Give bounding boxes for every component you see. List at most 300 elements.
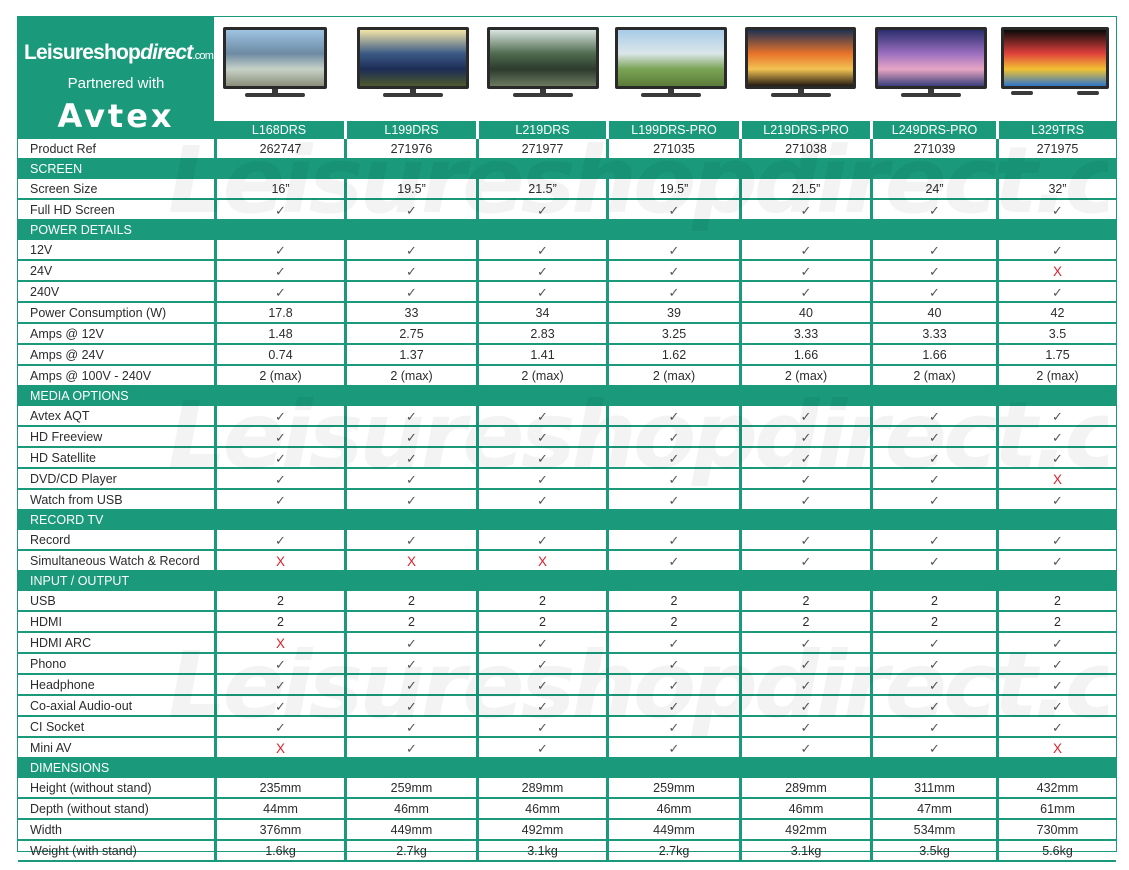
section-title: MEDIA OPTIONS <box>30 389 129 403</box>
spec-value: 2.7kg <box>606 841 739 862</box>
check-mark-icon: ✓ <box>476 675 606 696</box>
check-mark-icon: ✓ <box>214 282 344 303</box>
table-row <box>18 406 1116 427</box>
check-mark-icon: ✓ <box>606 240 739 261</box>
spec-value: 44mm <box>214 799 344 820</box>
spec-value: 271977 <box>476 139 606 160</box>
check-mark-icon: ✓ <box>214 406 344 427</box>
row-divider <box>18 860 1116 862</box>
spec-value: 271976 <box>344 139 476 160</box>
check-mark-icon: ✓ <box>344 427 476 448</box>
spec-value: 42 <box>996 303 1116 324</box>
table-row <box>18 469 1116 490</box>
check-mark-icon: ✓ <box>739 261 870 282</box>
section-header-row <box>18 572 1116 591</box>
check-mark-icon: ✓ <box>870 490 996 511</box>
spec-value: 2 <box>214 612 344 633</box>
spec-value: 34 <box>476 303 606 324</box>
spec-value: 61mm <box>996 799 1116 820</box>
check-mark-icon: ✓ <box>739 654 870 675</box>
spec-value: 432mm <box>996 778 1116 799</box>
model-name-row <box>214 121 1116 139</box>
spec-value: 46mm <box>476 799 606 820</box>
row-label: 24V <box>30 264 53 278</box>
spec-value: 271038 <box>739 139 870 160</box>
table-row <box>18 345 1116 366</box>
tv-screen <box>223 27 327 89</box>
spec-value: 1.62 <box>606 345 739 366</box>
check-mark-icon: ✓ <box>739 633 870 654</box>
section-header-row <box>18 511 1116 530</box>
check-mark-icon: ✓ <box>214 427 344 448</box>
spec-value: 259mm <box>606 778 739 799</box>
row-label: Amps @ 24V <box>30 348 104 362</box>
row-label: CI Socket <box>30 720 85 734</box>
spec-value: 39 <box>606 303 739 324</box>
check-mark-icon: ✓ <box>870 261 996 282</box>
spec-value: 2.83 <box>476 324 606 345</box>
model-name: L199DRS-PRO <box>606 121 739 139</box>
check-mark-icon: ✓ <box>476 696 606 717</box>
check-mark-icon: ✓ <box>476 427 606 448</box>
spec-value: 2 <box>870 591 996 612</box>
check-mark-icon: ✓ <box>214 200 344 221</box>
row-label: Watch from USB <box>30 493 123 507</box>
row-label: Avtex AQT <box>30 409 90 423</box>
table-row <box>18 696 1116 717</box>
check-mark-icon: ✓ <box>476 282 606 303</box>
spec-value: 262747 <box>214 139 344 160</box>
row-label: HDMI <box>30 615 62 629</box>
check-mark-icon: ✓ <box>476 717 606 738</box>
check-mark-icon: ✓ <box>476 240 606 261</box>
leisureshop-logo: Leisureshopdirect.com <box>24 41 214 64</box>
spec-value: 271975 <box>996 139 1116 160</box>
spec-value: 2 <box>870 612 996 633</box>
spec-value: 2 (max) <box>606 366 739 387</box>
spec-value: 492mm <box>476 820 606 841</box>
spec-value: 3.33 <box>870 324 996 345</box>
table-row <box>18 675 1116 696</box>
table-row <box>18 282 1116 303</box>
check-mark-icon: ✓ <box>870 427 996 448</box>
check-mark-icon: ✓ <box>996 240 1116 261</box>
avtex-logo: Avtex <box>57 97 175 135</box>
check-mark-icon: ✓ <box>996 200 1116 221</box>
check-mark-icon: ✓ <box>739 240 870 261</box>
check-mark-icon: ✓ <box>870 551 996 572</box>
check-mark-icon: ✓ <box>870 738 996 759</box>
row-label: Full HD Screen <box>30 203 115 217</box>
check-mark-icon: ✓ <box>476 654 606 675</box>
check-mark-icon: ✓ <box>476 200 606 221</box>
check-mark-icon: ✓ <box>476 261 606 282</box>
spec-value: 449mm <box>344 820 476 841</box>
model-name: L219DRS <box>476 121 606 139</box>
brand-panel <box>18 17 214 139</box>
check-mark-icon: ✓ <box>996 490 1116 511</box>
comparison-sheet <box>17 16 1117 858</box>
row-label: Screen Size <box>30 182 98 196</box>
spec-value: 2 <box>996 591 1116 612</box>
table-row <box>18 633 1116 654</box>
check-mark-icon: ✓ <box>606 738 739 759</box>
table-row <box>18 324 1116 345</box>
spec-value: 1.41 <box>476 345 606 366</box>
table-row <box>18 200 1116 221</box>
tv-image-l249drs-pro <box>875 27 987 101</box>
tv-image-l199drs-pro <box>615 27 727 101</box>
check-mark-icon: ✓ <box>606 200 739 221</box>
cross-mark-icon: X <box>214 633 344 654</box>
table-row <box>18 654 1116 675</box>
spec-value: 449mm <box>606 820 739 841</box>
check-mark-icon: ✓ <box>344 696 476 717</box>
check-mark-icon: ✓ <box>996 530 1116 551</box>
check-mark-icon: ✓ <box>739 282 870 303</box>
check-mark-icon: ✓ <box>344 675 476 696</box>
table-row <box>18 820 1116 841</box>
table-row <box>18 179 1116 200</box>
check-mark-icon: ✓ <box>739 406 870 427</box>
model-name: L168DRS <box>251 123 307 137</box>
section-title: INPUT / OUTPUT <box>30 574 130 588</box>
spec-value: 5.6kg <box>996 841 1116 862</box>
model-name: L219DRS-PRO <box>739 121 870 139</box>
check-mark-icon: ✓ <box>344 738 476 759</box>
spec-value: 2 (max) <box>476 366 606 387</box>
check-mark-icon: ✓ <box>606 551 739 572</box>
spec-value: 3.1kg <box>739 841 870 862</box>
check-mark-icon: ✓ <box>344 261 476 282</box>
cross-mark-icon: X <box>996 261 1116 282</box>
tv-screen <box>487 27 599 89</box>
check-mark-icon: ✓ <box>344 490 476 511</box>
table-row <box>18 612 1116 633</box>
spec-value: 376mm <box>214 820 344 841</box>
row-label: HD Freeview <box>30 430 103 444</box>
check-mark-icon: ✓ <box>870 200 996 221</box>
check-mark-icon: ✓ <box>606 633 739 654</box>
check-mark-icon: ✓ <box>739 530 870 551</box>
table-row <box>18 448 1116 469</box>
check-mark-icon: ✓ <box>870 696 996 717</box>
row-label: Weight (with stand) <box>30 844 137 858</box>
check-mark-icon: ✓ <box>476 738 606 759</box>
spec-value: 1.48 <box>214 324 344 345</box>
check-mark-icon: ✓ <box>214 717 344 738</box>
check-mark-icon: ✓ <box>344 469 476 490</box>
check-mark-icon: ✓ <box>214 448 344 469</box>
spec-value: 0.74 <box>214 345 344 366</box>
spec-value: 1.6kg <box>214 841 344 862</box>
spec-value: 2 (max) <box>996 366 1116 387</box>
spec-value: 235mm <box>214 778 344 799</box>
section-header-row <box>18 387 1116 406</box>
section-header-row <box>18 160 1116 179</box>
check-mark-icon: ✓ <box>214 675 344 696</box>
spec-value: 271039 <box>870 139 996 160</box>
check-mark-icon: ✓ <box>870 633 996 654</box>
model-name: L329TRS <box>996 121 1116 139</box>
row-label: Amps @ 100V - 240V <box>30 369 152 383</box>
section-header-row <box>18 759 1116 778</box>
check-mark-icon: ✓ <box>476 406 606 427</box>
check-mark-icon: ✓ <box>739 675 870 696</box>
spec-value: 33 <box>344 303 476 324</box>
spec-value: 2 <box>739 612 870 633</box>
spec-value: 21.5” <box>476 179 606 200</box>
row-label: Mini AV <box>30 741 72 755</box>
tv-image-l199drs <box>357 27 469 101</box>
spec-value: 2 <box>996 612 1116 633</box>
check-mark-icon: ✓ <box>870 717 996 738</box>
row-label: Product Ref <box>30 142 97 156</box>
check-mark-icon: ✓ <box>870 469 996 490</box>
check-mark-icon: ✓ <box>476 469 606 490</box>
model-name: L199DRS <box>344 121 476 139</box>
section-title: RECORD TV <box>30 513 104 527</box>
tv-screen <box>1001 27 1109 89</box>
section-title: SCREEN <box>30 162 83 176</box>
check-mark-icon: ✓ <box>606 448 739 469</box>
spec-value: 47mm <box>870 799 996 820</box>
row-label: Depth (without stand) <box>30 802 149 816</box>
spec-value: 32” <box>996 179 1116 200</box>
check-mark-icon: ✓ <box>996 427 1116 448</box>
row-label: Amps @ 12V <box>30 327 104 341</box>
row-label: Phono <box>30 657 67 671</box>
check-mark-icon: ✓ <box>996 696 1116 717</box>
tv-stand-base <box>771 93 831 97</box>
check-mark-icon: ✓ <box>870 530 996 551</box>
spec-value: 2 <box>476 612 606 633</box>
table-row <box>18 738 1116 759</box>
check-mark-icon: ✓ <box>870 406 996 427</box>
row-label: HDMI ARC <box>30 636 92 650</box>
spec-value: 289mm <box>739 778 870 799</box>
table-row <box>18 427 1116 448</box>
table-row <box>18 551 1116 572</box>
table-row <box>18 490 1116 511</box>
check-mark-icon: ✓ <box>870 448 996 469</box>
spec-value: 17.8 <box>214 303 344 324</box>
spec-value: 730mm <box>996 820 1116 841</box>
check-mark-icon: ✓ <box>344 200 476 221</box>
spec-value: 40 <box>870 303 996 324</box>
row-label: DVD/CD Player <box>30 472 117 486</box>
check-mark-icon: ✓ <box>344 530 476 551</box>
tv-screen <box>357 27 469 89</box>
tv-stand-base <box>245 93 305 97</box>
check-mark-icon: ✓ <box>996 282 1116 303</box>
row-label: Power Consumption (W) <box>30 306 167 320</box>
check-mark-icon: ✓ <box>606 282 739 303</box>
table-row <box>18 778 1116 799</box>
check-mark-icon: ✓ <box>996 717 1116 738</box>
check-mark-icon: ✓ <box>739 551 870 572</box>
check-mark-icon: ✓ <box>870 675 996 696</box>
spec-value: 2.7kg <box>344 841 476 862</box>
spec-value: 16” <box>214 179 344 200</box>
spec-value: 21.5” <box>739 179 870 200</box>
tv-stand-base <box>641 93 701 97</box>
row-label: Width <box>30 823 62 837</box>
check-mark-icon: ✓ <box>344 717 476 738</box>
spec-value: 3.1kg <box>476 841 606 862</box>
spec-value: 2 (max) <box>739 366 870 387</box>
cross-mark-icon: X <box>214 551 344 572</box>
partner-text: Partnered with <box>67 75 165 92</box>
check-mark-icon: ✓ <box>996 406 1116 427</box>
table-row <box>18 841 1116 862</box>
row-label: Height (without stand) <box>30 781 152 795</box>
check-mark-icon: ✓ <box>606 530 739 551</box>
check-mark-icon: ✓ <box>476 448 606 469</box>
row-label: Headphone <box>30 678 95 692</box>
tv-image-l168drs <box>223 27 327 101</box>
spec-value: 2 (max) <box>214 366 344 387</box>
spec-value: 2 (max) <box>344 366 476 387</box>
spec-value: 3.5kg <box>870 841 996 862</box>
check-mark-icon: ✓ <box>344 448 476 469</box>
check-mark-icon: ✓ <box>739 448 870 469</box>
spec-value: 24” <box>870 179 996 200</box>
check-mark-icon: ✓ <box>739 469 870 490</box>
check-mark-icon: ✓ <box>606 261 739 282</box>
check-mark-icon: ✓ <box>214 530 344 551</box>
model-name: L249DRS-PRO <box>870 121 996 139</box>
spec-value: 1.37 <box>344 345 476 366</box>
spec-value: 46mm <box>739 799 870 820</box>
check-mark-icon: ✓ <box>214 490 344 511</box>
check-mark-icon: ✓ <box>870 654 996 675</box>
cross-mark-icon: X <box>476 551 606 572</box>
tv-foot-left <box>1011 91 1033 95</box>
spec-value: 2 <box>214 591 344 612</box>
spec-value: 40 <box>739 303 870 324</box>
check-mark-icon: ✓ <box>214 654 344 675</box>
row-label: 240V <box>30 285 60 299</box>
spec-value: 2.75 <box>344 324 476 345</box>
spec-value: 2 <box>606 591 739 612</box>
spec-value: 46mm <box>606 799 739 820</box>
tv-foot-right <box>1077 91 1099 95</box>
table-row <box>18 303 1116 324</box>
check-mark-icon: ✓ <box>476 530 606 551</box>
check-mark-icon: ✓ <box>214 240 344 261</box>
spec-value: 1.66 <box>870 345 996 366</box>
section-title: DIMENSIONS <box>30 761 110 775</box>
spec-value: 19.5” <box>344 179 476 200</box>
row-label: Co-axial Audio-out <box>30 699 133 713</box>
check-mark-icon: ✓ <box>476 633 606 654</box>
check-mark-icon: ✓ <box>606 654 739 675</box>
spec-value: 2 <box>344 591 476 612</box>
cross-mark-icon: X <box>344 551 476 572</box>
tv-image-l219drs-pro <box>745 27 856 101</box>
check-mark-icon: ✓ <box>870 282 996 303</box>
row-label: Simultaneous Watch & Record <box>30 554 200 568</box>
check-mark-icon: ✓ <box>739 427 870 448</box>
spec-value: 289mm <box>476 778 606 799</box>
spec-value: 311mm <box>870 778 996 799</box>
check-mark-icon: ✓ <box>606 469 739 490</box>
table-row <box>18 366 1116 387</box>
spec-value: 1.75 <box>996 345 1116 366</box>
tv-screen <box>875 27 987 89</box>
check-mark-icon: ✓ <box>996 654 1116 675</box>
spec-value: 46mm <box>344 799 476 820</box>
tv-screen <box>615 27 727 89</box>
spec-value: 3.33 <box>739 324 870 345</box>
check-mark-icon: ✓ <box>739 696 870 717</box>
tv-screen <box>745 27 856 89</box>
check-mark-icon: ✓ <box>996 448 1116 469</box>
row-label: HD Satellite <box>30 451 96 465</box>
spec-value: 1.66 <box>739 345 870 366</box>
check-mark-icon: ✓ <box>214 261 344 282</box>
check-mark-icon: ✓ <box>739 490 870 511</box>
check-mark-icon: ✓ <box>870 240 996 261</box>
spec-value: 2 <box>344 612 476 633</box>
section-title: POWER DETAILS <box>30 223 132 237</box>
section-header-row <box>18 221 1116 240</box>
check-mark-icon: ✓ <box>214 696 344 717</box>
spec-value: 2 <box>606 612 739 633</box>
cross-mark-icon: X <box>214 738 344 759</box>
table-row <box>18 530 1116 551</box>
check-mark-icon: ✓ <box>606 675 739 696</box>
tv-stand-base <box>513 93 573 97</box>
check-mark-icon: ✓ <box>606 406 739 427</box>
check-mark-icon: ✓ <box>739 200 870 221</box>
check-mark-icon: ✓ <box>606 427 739 448</box>
check-mark-icon: ✓ <box>344 406 476 427</box>
spec-value: 492mm <box>739 820 870 841</box>
tv-image-l219drs <box>487 27 599 101</box>
spec-value: 2 <box>476 591 606 612</box>
tv-image-l329trs <box>1001 27 1109 101</box>
table-row <box>18 240 1116 261</box>
table-row <box>18 717 1116 738</box>
check-mark-icon: ✓ <box>606 717 739 738</box>
spec-value: 3.5 <box>996 324 1116 345</box>
spec-value: 2 <box>739 591 870 612</box>
check-mark-icon: ✓ <box>476 490 606 511</box>
tv-stand-base <box>901 93 961 97</box>
spec-value: 3.25 <box>606 324 739 345</box>
row-label: 12V <box>30 243 53 257</box>
table-row <box>18 261 1116 282</box>
check-mark-icon: ✓ <box>344 282 476 303</box>
check-mark-icon: ✓ <box>344 633 476 654</box>
table-row <box>18 591 1116 612</box>
check-mark-icon: ✓ <box>996 675 1116 696</box>
spec-value: 19.5” <box>606 179 739 200</box>
row-label: USB <box>30 594 56 608</box>
table-row <box>18 139 1116 160</box>
tv-stand-base <box>383 93 443 97</box>
spec-value: 2 (max) <box>870 366 996 387</box>
spec-value: 271035 <box>606 139 739 160</box>
check-mark-icon: ✓ <box>739 738 870 759</box>
row-label: Record <box>30 533 71 547</box>
table-row <box>18 799 1116 820</box>
check-mark-icon: ✓ <box>739 717 870 738</box>
check-mark-icon: ✓ <box>344 654 476 675</box>
spec-value: 259mm <box>344 778 476 799</box>
